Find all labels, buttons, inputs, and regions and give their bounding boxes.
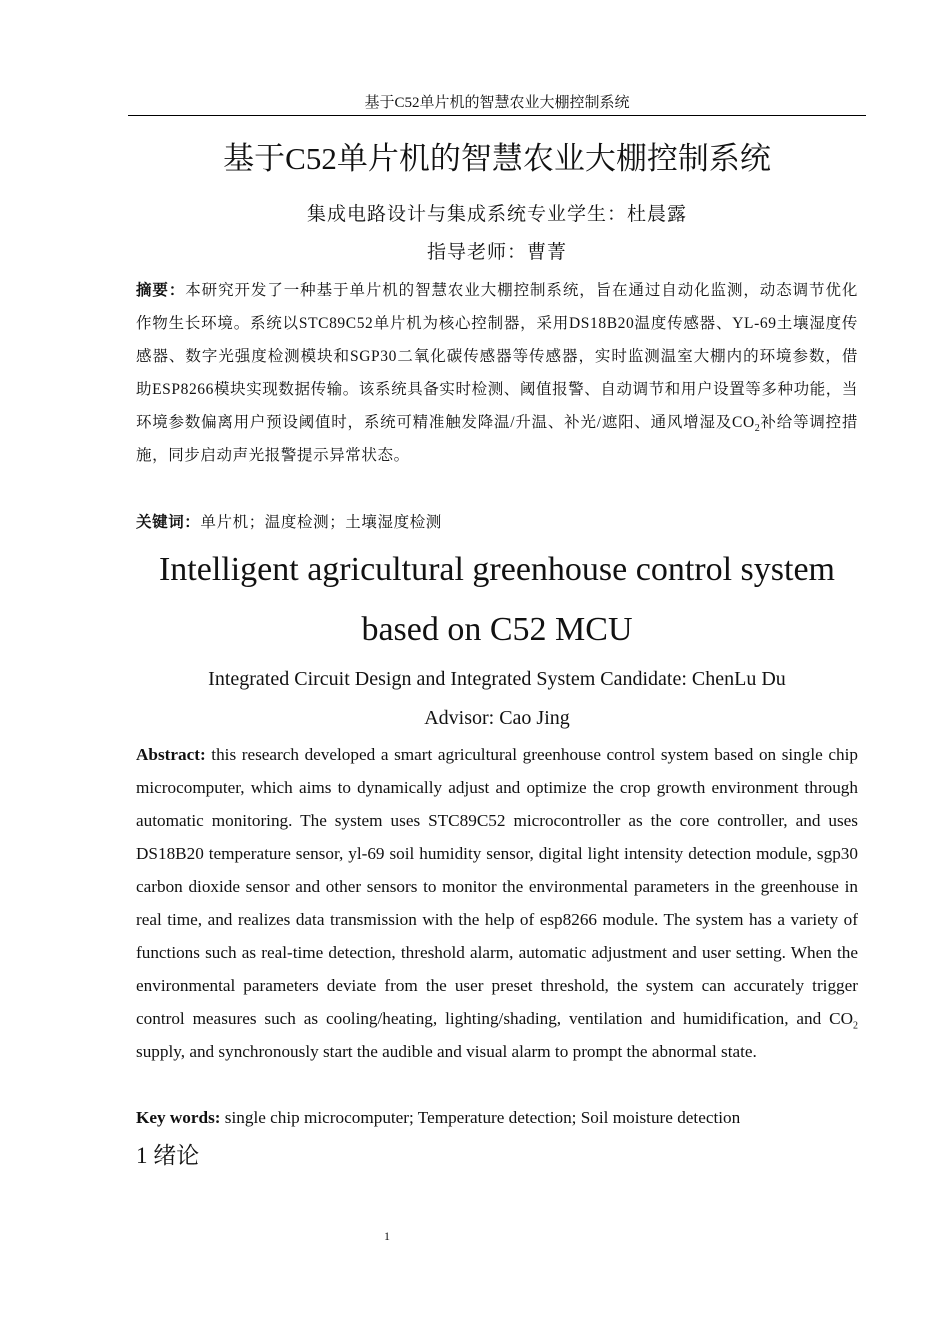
chinese-keywords-text: 单片机；温度检测；土壤湿度检测: [200, 514, 442, 531]
chinese-abstract-text: 本研究开发了一种基于单片机的智慧农业大棚控制系统，旨在通过自动化监测，动态调节优化作物生长环境。系统以STC89C52单片机为核心控制器，采用DS18B20温度传感器、YL-69土壤湿度传感器、数字光强度检测模块和SGP30二氧化碳传感器等传感器，实时监测温室大棚内的环境参数，借助ESP8266模块实现数据传输。该系统具备实时检测、阈值报警、自动调节和用户设置等多种功能，当环境参数偏离用户预设阈值时，系统可精准触发降温/升温、补光/遮阳、通风增湿及CO: [136, 282, 859, 431]
english-abstract-text: this research developed a smart agricultural greenhouse control system based on single chip microcomputer, which aims to dynamically adjust and optimize the crop growth environment through automatic monitoring. The system uses STC89C52 microcontroller as the core controller, and uses DS18B20 temperature sensor, yl-69 soil humidity sensor, digital light intensity detection module, sgp30 carbon dioxide sensor and other sensors to monitor the environmental parameters in the greenhouse in real time, and realizes data transmission with the help of esp8266 module. The system has a variety of functions such as real-time detection, threshold alarm, automatic adjustment and user setting. When the environmental parameters deviate from the user preset threshold, the system can accurately trigger control measures such as cooling/heating, lighting/shading, ventilation and humidification, and CO: [136, 745, 858, 1028]
chinese-abstract-label: 摘要：: [136, 282, 186, 299]
chinese-abstract-subscript: 2: [754, 423, 761, 435]
english-abstract-paragraph: [136, 738, 858, 1068]
english-author-line: Integrated Circuit Design and Integrated System Candidate: ChenLu Du: [208, 668, 786, 690]
english-advisor-line: Advisor: Cao Jing: [424, 707, 570, 729]
english-keywords-label: Key words:: [136, 1108, 221, 1127]
chinese-abstract-paragraph: [136, 274, 858, 472]
chinese-abstract: [136, 274, 858, 472]
english-abstract-label: Abstract:: [136, 745, 206, 764]
english-title-line-1: Intelligent agricultural greenhouse control system: [158, 551, 835, 588]
english-abstract-text-end: supply, and synchronously start the audible and visual alarm to prompt the abnormal state.: [136, 1042, 757, 1061]
english-title-line-2: based on C52 MCU: [361, 611, 633, 648]
chinese-author-line: 集成电路设计与集成系统专业学生：杜晨露: [306, 204, 687, 225]
running-header: 基于C52单片机的智慧农业大棚控制系统: [364, 95, 630, 111]
chinese-advisor-line: 指导老师：曹菁: [426, 242, 567, 263]
chinese-abstract-text-end: 补给等调控措施，同步启动声光报警提示异常状态。: [136, 414, 858, 464]
page-number: 1: [384, 1229, 390, 1243]
chinese-title: 基于C52单片机的智慧农业大棚控制系统: [223, 141, 771, 176]
english-abstract: [136, 738, 858, 1068]
header-rule: [128, 115, 866, 116]
english-keywords: [136, 1102, 858, 1134]
chinese-keywords: [136, 508, 858, 538]
english-abstract-subscript: 2: [853, 1020, 858, 1032]
english-keywords-text: single chip microcomputer; Temperature detection; Soil moisture detection: [220, 1108, 741, 1127]
section-heading: 1 绪论: [136, 1143, 200, 1168]
english-title: [100, 540, 894, 660]
chinese-keywords-label: 关键词：: [136, 514, 201, 531]
